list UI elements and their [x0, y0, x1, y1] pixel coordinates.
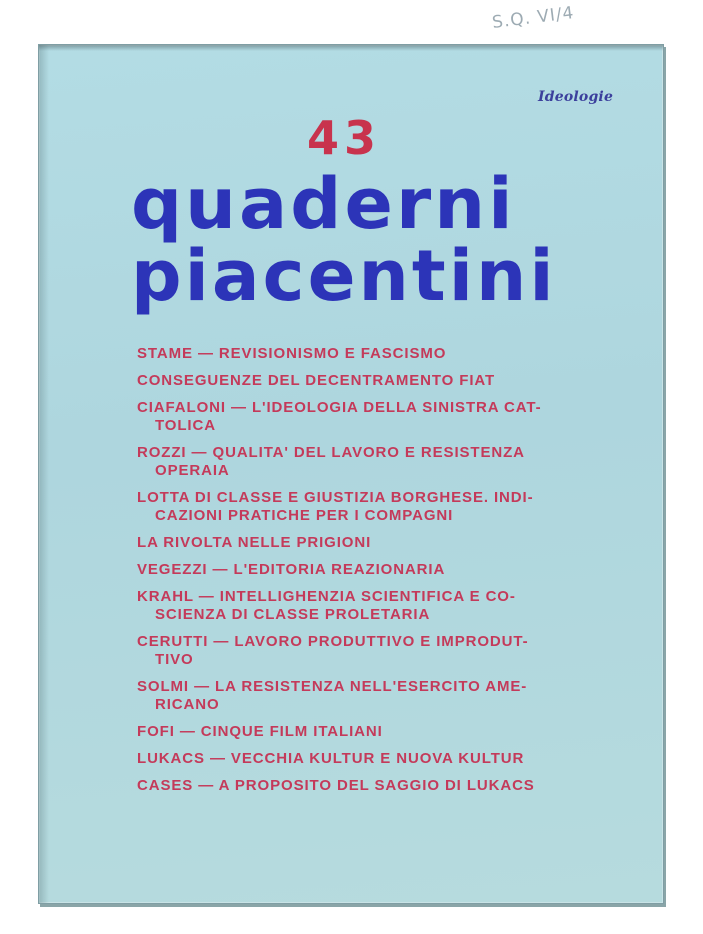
contents-entry-line: LA RIVOLTA NELLE PRIGIONI	[137, 534, 372, 551]
contents-entry	[137, 444, 607, 480]
contents-entry-line: VEGEZZI — L'EDITORIA REAZIONARIA	[137, 561, 446, 578]
pencil-shelf-mark: S.Q. VI/4	[491, 3, 576, 33]
top-edge-shadow	[39, 45, 663, 51]
contents-entry	[137, 399, 607, 435]
contents-entry-continuation: TOLICA	[155, 417, 216, 434]
contents-entry	[137, 345, 607, 363]
title-line-1: quaderni	[131, 163, 516, 245]
contents-entry-continuation: OPERAIA	[155, 462, 230, 479]
contents-entry	[137, 372, 607, 390]
contents-entry-line: CERUTTI — LAVORO PRODUTTIVO E IMPRODUT-	[137, 633, 529, 650]
contents-entry	[137, 534, 607, 552]
contents-entry-line: LOTTA DI CLASSE E GIUSTIZIA BORGHESE. INDI-	[137, 489, 534, 506]
contents-entry-line: CASES — A PROPOSITO DEL SAGGIO DI LUKACS	[137, 777, 535, 794]
contents-entry-line: CIAFALONI — L'IDEOLOGIA DELLA SINISTRA CAT-	[137, 399, 542, 416]
contents-entry-continuation: CAZIONI PRATICHE PER I COMPAGNI	[155, 507, 454, 524]
spine-shadow	[39, 45, 49, 903]
contents-entry-continuation: RICANO	[155, 696, 220, 713]
contents-entry	[137, 750, 607, 768]
contents-entry-line: FOFI — CINQUE FILM ITALIANI	[137, 723, 383, 740]
contents-entry-line: STAME — REVISIONISMO E FASCISMO	[137, 345, 447, 362]
contents-entry-line: KRAHL — INTELLIGHENZIA SCIENTIFICA E CO-	[137, 588, 516, 605]
contents-entry-line: SOLMI — LA RESISTENZA NELL'ESERCITO AME-	[137, 678, 528, 695]
contents-entry	[137, 588, 607, 624]
contents-entry	[137, 489, 607, 525]
contents-entry-continuation: SCIENZA DI CLASSE PROLETARIA	[155, 606, 431, 623]
contents-entry-line: CONSEGUENZE DEL DECENTRAMENTO FIAT	[137, 372, 496, 389]
contents-entry	[137, 633, 607, 669]
contents-entry	[137, 678, 607, 714]
contents-entry-line: ROZZI — QUALITA' DEL LAVORO E RESISTENZA	[137, 444, 525, 461]
contents-entry-continuation: TIVO	[155, 651, 194, 668]
issue-number: 43	[307, 111, 382, 165]
contents-entry	[137, 777, 607, 795]
category-stamp: Ideologie	[538, 89, 614, 105]
table-of-contents	[137, 345, 607, 804]
contents-entry	[137, 561, 607, 579]
contents-entry-line: LUKACS — VECCHIA KULTUR E NUOVA KULTUR	[137, 750, 525, 767]
magazine-cover	[38, 44, 664, 904]
contents-entry	[137, 723, 607, 741]
title-line-2: piacentini	[131, 235, 557, 317]
